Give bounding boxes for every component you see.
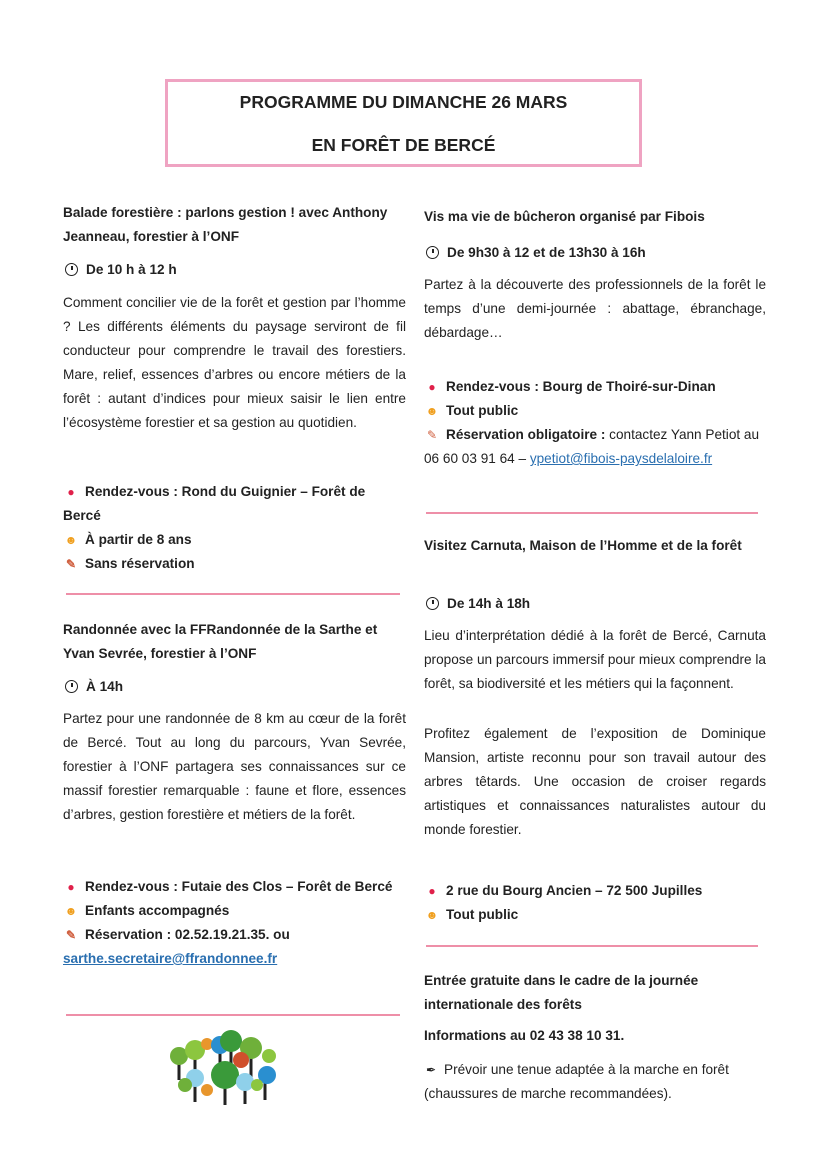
title-box: [165, 79, 642, 167]
title-line-1: PROGRAMME DU DIMANCHE 26 MARS: [239, 92, 568, 112]
event-1-title: Balade forestière : parlons gestion ! avec Anthony Jeanneau, forestier à l’ONF: [63, 205, 388, 244]
email-link[interactable]: ypetiot@fibois-paysdelaloire.fr: [529, 451, 713, 466]
event-4-title: Visitez Carnuta, Maison de l’Homme et de la forêt: [424, 538, 742, 553]
event-4-info: ● 2 rue du Bourg Ancien – 72 500 Jupilles ☻ Tout public: [424, 879, 766, 927]
child-icon: ☻: [64, 533, 78, 547]
info-phone: Informations au 02 43 38 10 31.: [424, 1028, 625, 1043]
event-3-info: ● Rendez-vous : Bourg de Thoiré-sur-Dinan ☻ Tout public ✎ Réservation obligatoire : contactez Yann Petiot au 06 60 03 91 64 – ypetiot@fibois-paysdelaloire.fr: [424, 375, 766, 471]
event-2-info: ● Rendez-vous : Futaie des Clos – Forêt de Bercé ☻ Enfants accompagnés ✎ Réservation : 02.52.19.21.35. ou sarthe.secretaire@ffrandonnee.fr: [63, 875, 406, 971]
divider: [66, 593, 400, 595]
event-3-title: Vis ma vie de bûcheron organisé par Fibois: [424, 209, 705, 224]
event-1-info: ● Rendez-vous : Rond du Guignier – Forêt de Bercé ☻ À partir de 8 ans ✎ Sans réservation: [63, 480, 406, 576]
event-2-description: Partez pour une randonnée de 8 km au cœur de la forêt de Bercé. Tout au long du parcours, Yvan Sevrée, forestier à l’ONF partagera ses connaissances sur ce massif forestier remarquable : faune et flore, essences d’arbres, gestion forestière et métiers de la forêt.: [63, 711, 406, 822]
child-icon: ☻: [425, 908, 439, 922]
child-icon: ☻: [64, 904, 78, 918]
event-3-description: Partez à la découverte des professionnels de la forêt le temps d’une demi-journée : abattage, ébranchage, débardage…: [424, 277, 766, 340]
event-4-description-2: Profitez également de l’exposition de Dominique Mansion, artiste reconnu pour son travail autour des arbres têtards. Une occasion de croiser regards artistiques et connaissances naturalistes autour du monde forestier.: [424, 726, 766, 837]
event-1-time: De 10 h à 12 h: [63, 258, 406, 282]
pin-icon: ●: [67, 880, 75, 894]
tip: ✒ Prévoir une tenue adaptée à la marche en forêt (chaussures de marche recommandées).: [424, 1058, 766, 1106]
child-icon: ☻: [425, 404, 439, 418]
clock-icon: [426, 246, 439, 259]
clock-icon: [65, 680, 78, 693]
event-1-description: Comment concilier vie de la forêt et gestion par l’homme ? Les différents éléments du paysage serviront de fil conducteur pour comprendre le travail des forestiers. Mare, relief, essences d’arbres ou encore métiers de la forêt : autant d’indices pour mieux saisir le lien entre l’écosystème forestier et sa gestion au quotidien.: [63, 295, 406, 430]
pin-icon: ●: [428, 884, 436, 898]
email-link[interactable]: sarthe.secretaire@ffrandonnee.fr: [63, 951, 278, 966]
divider: [426, 945, 758, 947]
clock-icon: [65, 263, 78, 276]
event-3-time: De 9h30 à 12 et de 13h30 à 16h: [424, 241, 766, 265]
event-4-time: De 14h à 18h: [424, 592, 766, 616]
boot-icon: ✒: [425, 1063, 437, 1077]
pin-icon: ●: [67, 485, 75, 499]
divider: [426, 512, 758, 514]
event-4-description: Lieu d’interprétation dédié à la forêt de Bercé, Carnuta propose un parcours immersif pour mieux comprendre la forêt, sa biodiversité et les métiers qui la façonnent.: [424, 628, 766, 691]
divider: [66, 1014, 400, 1016]
pin-icon: ●: [428, 380, 436, 394]
trees-logo: [165, 1030, 283, 1108]
pen-icon: ✎: [65, 557, 77, 571]
pen-icon: ✎: [65, 928, 77, 942]
event-2-title: Randonnée avec la FFRandonnée de la Sarthe et Yvan Sevrée, forestier à l’ONF: [63, 622, 378, 661]
event-2-time: À 14h: [63, 675, 406, 699]
title-line-2: EN FORÊT DE BERCÉ: [311, 135, 496, 155]
free-entry: Entrée gratuite dans le cadre de la journée internationale des forêts: [424, 973, 699, 1012]
pen-icon: ✎: [426, 428, 438, 442]
clock-icon: [426, 597, 439, 610]
